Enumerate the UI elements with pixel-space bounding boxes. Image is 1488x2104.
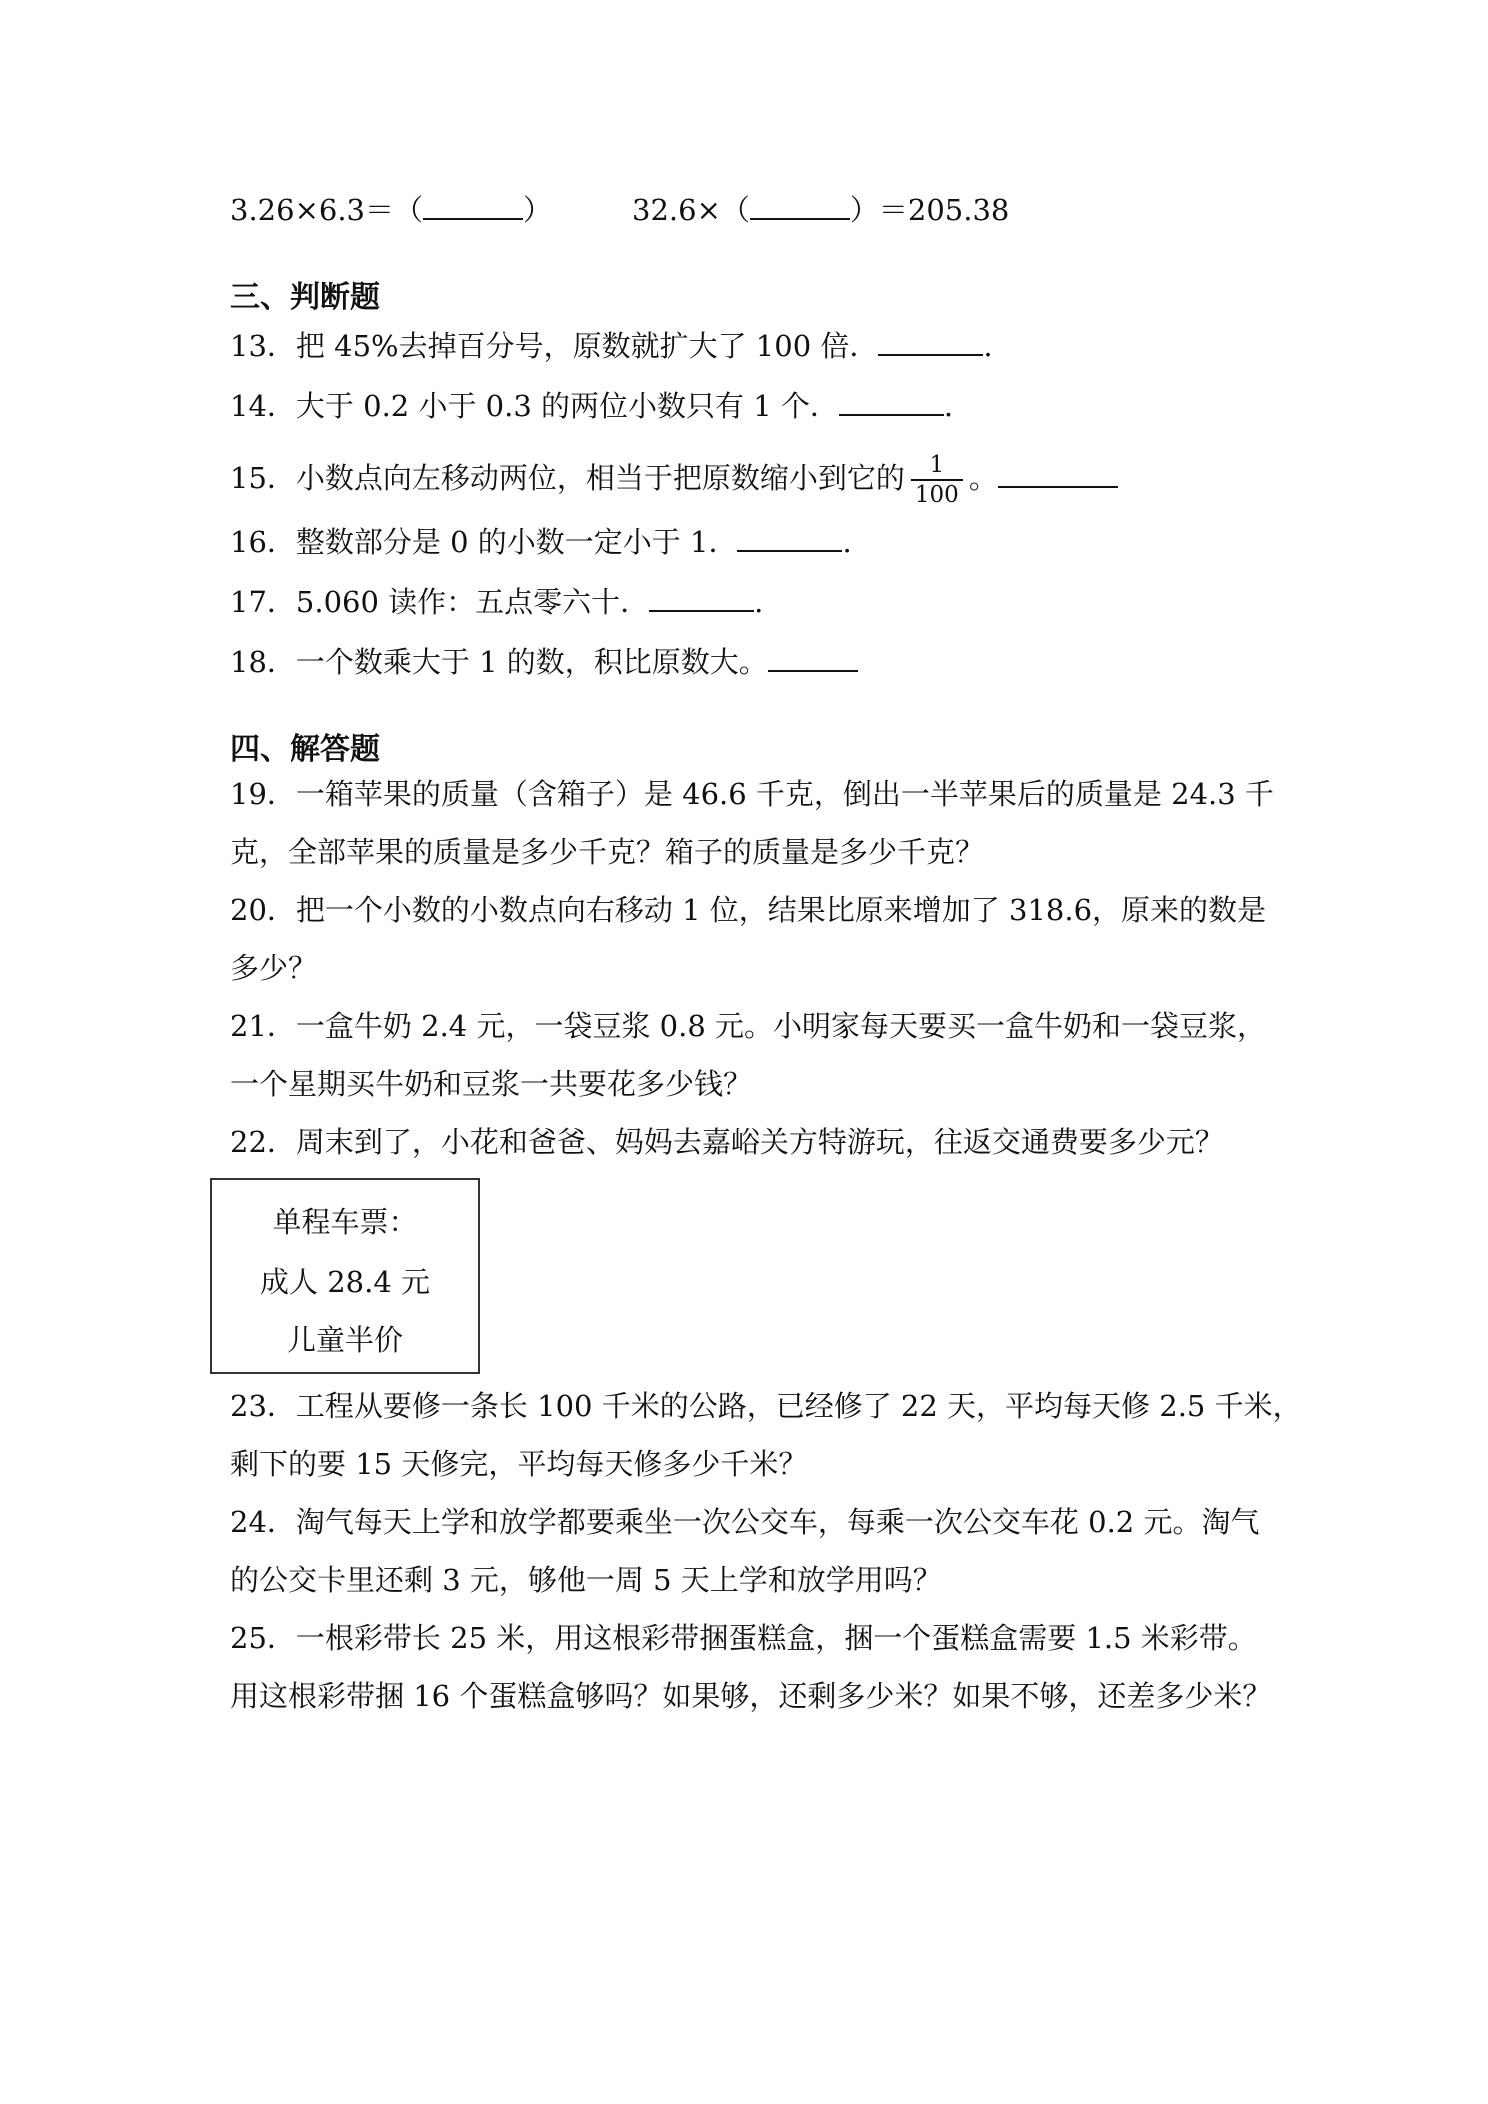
question-tail: . xyxy=(842,525,852,559)
question-21-line-2: 一个星期买牛奶和豆浆一共要花多少钱？ xyxy=(230,1067,753,1101)
question-text: 13．把 45%去掉百分号，原数就扩大了 100 倍． xyxy=(230,329,879,363)
ticket-adult-price: 成人 28.4 元 xyxy=(259,1265,430,1299)
question-16 xyxy=(230,522,852,562)
ticket-child-price: 儿童半价 xyxy=(286,1323,403,1357)
question-text: 18．一个数乘大于 1 的数，积比原数大。 xyxy=(230,645,768,679)
question-20-line-1: 20．把一个小数的小数点向右移动 1 位，结果比原来增加了 318.6，原来的数是 xyxy=(230,893,1267,927)
question-tail: . xyxy=(754,585,764,619)
answer-blank xyxy=(768,642,858,672)
question-25-line-2: 用这根彩带捆 16 个蛋糕盒够吗？如果够，还剩多少米？如果不够，还差多少米？ xyxy=(230,1679,1272,1713)
section-heading-problems: 四、解答题 xyxy=(230,732,380,767)
answer-blank xyxy=(839,386,944,416)
answer-blank xyxy=(750,190,850,220)
question-15 xyxy=(230,446,1118,510)
expr1-right: ） xyxy=(523,193,553,227)
fraction-denominator: 100 xyxy=(911,479,963,509)
calc-line xyxy=(230,190,1009,230)
answer-blank xyxy=(649,582,754,612)
question-text: 15．小数点向左移动两位，相当于把原数缩小到它的 xyxy=(230,461,905,495)
question-19-line-2: 克，全部苹果的质量是多少千克？箱子的质量是多少千克？ xyxy=(230,835,985,869)
question-24-line-1: 24．淘气每天上学和放学都要乘坐一次公交车，每乘一次公交车花 0.2 元。淘气 xyxy=(230,1505,1260,1539)
question-text: 16．整数部分是 0 的小数一定小于 1． xyxy=(230,525,738,559)
question-14 xyxy=(230,386,953,426)
question-13 xyxy=(230,326,993,366)
question-24-line-2: 的公交卡里还剩 3 元，够他一周 5 天上学和放学用吗？ xyxy=(230,1563,942,1597)
question-tail: . xyxy=(943,389,954,423)
question-17 xyxy=(230,582,763,622)
expr2-right: ）＝205.38 xyxy=(849,193,1010,227)
ticket-info-box xyxy=(210,1178,480,1374)
question-21-line-1: 21．一盒牛奶 2.4 元，一袋豆浆 0.8 元。小明家每天要买一盒牛奶和一袋豆浆， xyxy=(230,1009,1267,1043)
answer-blank xyxy=(737,522,842,552)
question-23-line-2: 剩下的要 15 天修完，平均每天修多少千米？ xyxy=(230,1447,808,1481)
answer-blank xyxy=(878,326,983,356)
question-18 xyxy=(230,642,858,682)
question-text: 17．5.060 读作：五点零六十． xyxy=(230,585,650,619)
question-23-line-1: 23．工程从要修一条长 100 千米的公路，已经修了 22 天，平均每天修 2.5 千米， xyxy=(230,1389,1302,1423)
fraction xyxy=(911,451,963,509)
ticket-title: 单程车票： xyxy=(272,1205,418,1239)
expr1-left: 3.26×6.3＝（ xyxy=(230,193,423,227)
question-text: 14．大于 0.2 小于 0.3 的两位小数只有 1 个． xyxy=(230,389,839,423)
question-25-line-1: 25．一根彩带长 25 米，用这根彩带捆蛋糕盒，捆一个蛋糕盒需要 1.5 米彩带。 xyxy=(230,1621,1257,1655)
answer-blank xyxy=(998,458,1118,488)
question-22: 22．周末到了，小花和爸爸、妈妈去嘉峪关方特游玩，往返交通费要多少元？ xyxy=(230,1125,1224,1159)
section-heading-judgement: 三、判断题 xyxy=(230,280,380,315)
question-19-line-1: 19．一箱苹果的质量（含箱子）是 46.6 千克，倒出一半苹果后的质量是 24.3 千 xyxy=(230,777,1274,811)
answer-blank xyxy=(423,190,523,220)
question-text-after: 。 xyxy=(968,461,998,495)
expr2-left: 32.6×（ xyxy=(632,193,750,227)
question-tail: . xyxy=(983,329,993,363)
question-20-line-2: 多少？ xyxy=(230,951,318,985)
fraction-numerator: 1 xyxy=(929,452,945,478)
